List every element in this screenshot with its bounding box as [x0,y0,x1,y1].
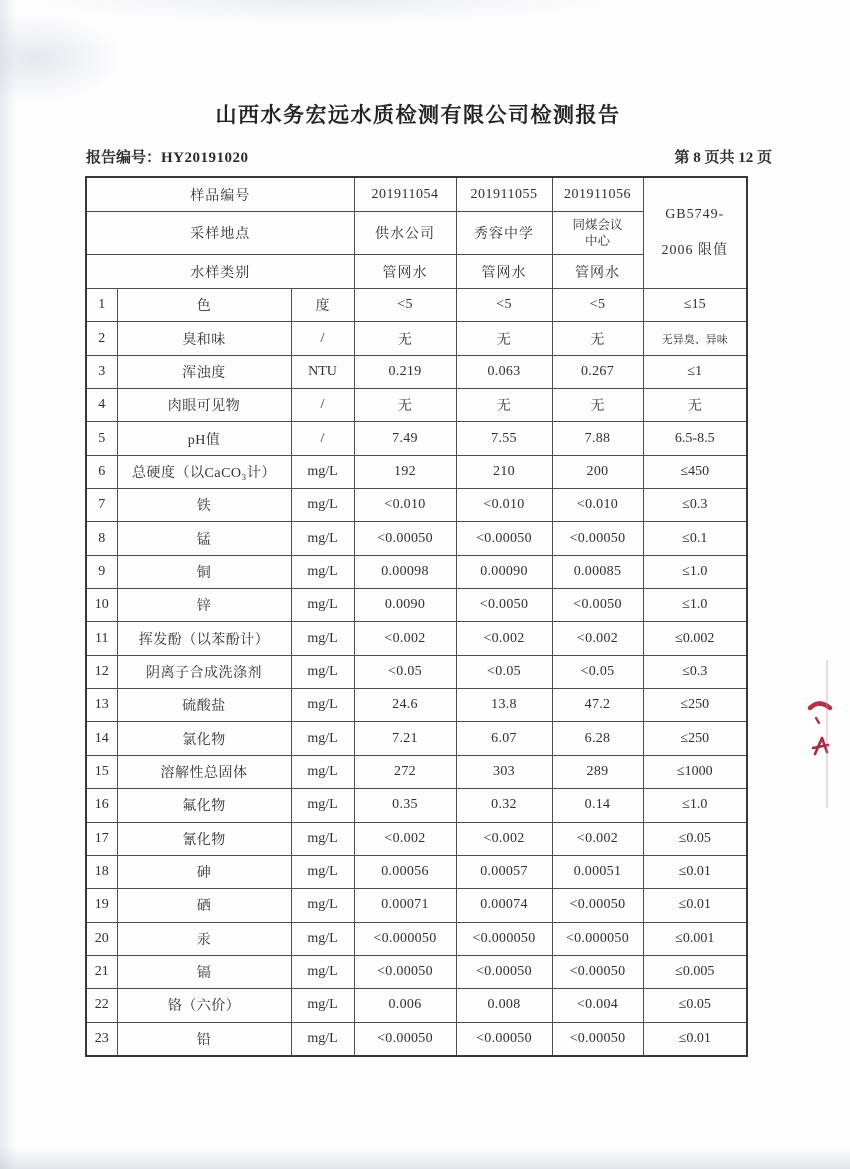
cell-limit: ≤450 [643,455,747,488]
cell-name: 硒 [117,889,291,922]
type-2: 管网水 [456,255,552,289]
gb-limit-header [643,177,747,289]
table-row [86,1022,747,1056]
cell-name: 锌 [117,589,291,622]
table-row [86,989,747,1022]
report-meta-row [86,146,772,167]
table-row [86,822,747,855]
cell-name: 氰化物 [117,822,291,855]
table-row [86,422,747,455]
cell-name: pH值 [117,422,291,455]
table-row [86,889,747,922]
cell-no: 2 [86,322,117,355]
cell-v3: <0.002 [552,622,643,655]
cell-v2: <0.00050 [456,522,552,555]
cell-unit: mg/L [291,622,354,655]
cell-no: 9 [86,555,117,588]
location-2: 秀容中学 [456,212,552,255]
cell-unit: mg/L [291,489,354,522]
cell-limit: ≤0.01 [643,855,747,888]
cell-limit: ≤250 [643,689,747,722]
faint-red-edge-line [826,660,828,808]
table-row [86,355,747,388]
cell-no: 18 [86,855,117,888]
cell-v2: <0.000050 [456,922,552,955]
sample-id-2: 201911055 [456,177,552,212]
cell-v1: <0.002 [354,822,456,855]
cell-v2: <0.00050 [456,1022,552,1056]
cell-no: 15 [86,755,117,788]
cell-v3: 0.267 [552,355,643,388]
table-row [86,489,747,522]
cell-v2: 210 [456,455,552,488]
cell-v1: 7.49 [354,422,456,455]
cell-unit: mg/L [291,555,354,588]
cell-limit: ≤0.1 [643,522,747,555]
report-number-value: HY20191020 [161,150,249,166]
cell-unit: mg/L [291,655,354,688]
page-indicator: 第 8 页共 12 页 [674,150,772,166]
cell-v2: 无 [456,389,552,422]
location-label: 采样地点 [86,212,354,255]
red-pen-marks [800,694,840,774]
sample-id-label: 样品编号 [86,177,354,212]
cell-name: 色 [117,289,291,322]
cell-v3: <0.002 [552,822,643,855]
cell-unit: mg/L [291,855,354,888]
cell-no: 13 [86,689,117,722]
cell-name: 氯化物 [117,722,291,755]
cell-no: 22 [86,989,117,1022]
cell-v3: <0.00050 [552,1022,643,1056]
cell-limit: ≤1.0 [643,789,747,822]
gb-limit-line2: 2006 限值 [661,243,728,258]
table-header [86,177,747,289]
cell-v3: <0.000050 [552,922,643,955]
cell-name: 溶解性总固体 [117,755,291,788]
table-row [86,322,747,355]
cell-no: 5 [86,422,117,455]
table-row [86,522,747,555]
cell-v1: <0.00050 [354,522,456,555]
cell-v2: <0.010 [456,489,552,522]
cell-limit: ≤0.05 [643,989,747,1022]
table-row [86,955,747,988]
cell-unit: mg/L [291,522,354,555]
cell-v2: 0.008 [456,989,552,1022]
table-row [86,922,747,955]
cell-v1: 0.00071 [354,889,456,922]
cell-v3: <0.05 [552,655,643,688]
cell-limit: ≤0.002 [643,622,747,655]
cell-name: 铅 [117,1022,291,1056]
type-1: 管网水 [354,255,456,289]
table-row [86,755,747,788]
cell-limit: ≤0.3 [643,655,747,688]
cell-name: 阴离子合成洗涤剂 [117,655,291,688]
cell-no: 7 [86,489,117,522]
report-number [86,146,249,167]
cell-no: 19 [86,889,117,922]
cell-v1: <0.000050 [354,922,456,955]
cell-v1: 0.35 [354,789,456,822]
cell-v2: <0.0050 [456,589,552,622]
cell-unit: mg/L [291,789,354,822]
cell-no: 23 [86,1022,117,1056]
cell-v2: 0.063 [456,355,552,388]
cell-limit: ≤0.005 [643,955,747,988]
cell-v2: 13.8 [456,689,552,722]
cell-v2: <0.002 [456,622,552,655]
cell-v3: <0.00050 [552,889,643,922]
cell-no: 8 [86,522,117,555]
cell-v2: <0.00050 [456,955,552,988]
cell-v1: 无 [354,322,456,355]
cell-v3: <0.004 [552,989,643,1022]
table-row [86,589,747,622]
cell-unit: / [291,422,354,455]
cell-no: 3 [86,355,117,388]
cell-no: 4 [86,389,117,422]
cell-name: 臭和味 [117,322,291,355]
cell-v2: <0.002 [456,822,552,855]
cell-limit: ≤1 [643,355,747,388]
cell-unit: NTU [291,355,354,388]
cell-limit: 无 [643,389,747,422]
cell-name: 浑浊度 [117,355,291,388]
cell-name: 砷 [117,855,291,888]
cell-v2: 303 [456,755,552,788]
cell-limit: 6.5-8.5 [643,422,747,455]
table-row [86,789,747,822]
cell-limit: ≤0.01 [643,1022,747,1056]
cell-v3: 0.00085 [552,555,643,588]
cell-unit: 度 [291,289,354,322]
type-label: 水样类别 [86,255,354,289]
cell-v2: 0.32 [456,789,552,822]
cell-v1: 272 [354,755,456,788]
cell-v3: 6.28 [552,722,643,755]
cell-v1: <0.05 [354,655,456,688]
cell-v2: 6.07 [456,722,552,755]
cell-no: 16 [86,789,117,822]
cell-v3: 0.14 [552,789,643,822]
cell-v3: 7.88 [552,422,643,455]
cell-limit: ≤1000 [643,755,747,788]
cell-v3: 无 [552,389,643,422]
cell-v1: 0.006 [354,989,456,1022]
cell-name: 汞 [117,922,291,955]
cell-name: 铜 [117,555,291,588]
cell-v3: <0.0050 [552,589,643,622]
cell-v1: <0.002 [354,622,456,655]
cell-limit: ≤0.01 [643,889,747,922]
header-row-sample-id [86,177,747,212]
table-row [86,855,747,888]
cell-v1: 24.6 [354,689,456,722]
table-row [86,389,747,422]
table-row [86,289,747,322]
cell-v1: 7.21 [354,722,456,755]
cell-unit: mg/L [291,455,354,488]
cell-v3: 无 [552,322,643,355]
cell-no: 14 [86,722,117,755]
cell-no: 12 [86,655,117,688]
cell-limit: ≤1.0 [643,589,747,622]
table-row [86,655,747,688]
cell-limit: ≤1.0 [643,555,747,588]
type-3: 管网水 [552,255,643,289]
cell-v1: <0.00050 [354,955,456,988]
cell-unit: mg/L [291,722,354,755]
cell-limit: ≤0.05 [643,822,747,855]
cell-v2: 0.00057 [456,855,552,888]
report-number-label: 报告编号： [86,150,162,166]
cell-unit: mg/L [291,1022,354,1056]
report-title: 山西水务宏远水质检测有限公司检测报告 [215,103,621,127]
table-row [86,689,747,722]
cell-unit: / [291,322,354,355]
cell-limit: ≤250 [643,722,747,755]
cell-unit: mg/L [291,989,354,1022]
cell-unit: / [291,389,354,422]
cell-unit: mg/L [291,755,354,788]
cell-v2: 无 [456,322,552,355]
table-row [86,622,747,655]
gb-limit-line1: GB5749- [665,207,725,222]
cell-unit: mg/L [291,589,354,622]
cell-unit: mg/L [291,889,354,922]
cell-unit: mg/L [291,922,354,955]
cell-v1: 0.0090 [354,589,456,622]
results-table-body [86,289,747,1056]
cell-v1: <0.00050 [354,1022,456,1056]
cell-no: 6 [86,455,117,488]
cell-v2: <5 [456,289,552,322]
table-row [86,455,747,488]
cell-limit: ≤0.001 [643,922,747,955]
cell-v3: 47.2 [552,689,643,722]
cell-v3: 289 [552,755,643,788]
cell-no: 20 [86,922,117,955]
cell-name: 铁 [117,489,291,522]
sample-id-3: 201911056 [552,177,643,212]
cell-name: 肉眼可见物 [117,389,291,422]
cell-v3: <0.010 [552,489,643,522]
table-row [86,555,747,588]
cell-v1: 192 [354,455,456,488]
cell-v1: 0.00098 [354,555,456,588]
cell-v1: <0.010 [354,489,456,522]
cell-name: 硫酸盐 [117,689,291,722]
cell-name: 氟化物 [117,789,291,822]
cell-v2: 0.00074 [456,889,552,922]
cell-limit: 无异臭、异味 [643,322,747,355]
cell-v3: 200 [552,455,643,488]
cell-v1: 0.219 [354,355,456,388]
cell-unit: mg/L [291,689,354,722]
cell-v1: 0.00056 [354,855,456,888]
cell-limit: ≤0.3 [643,489,747,522]
cell-no: 17 [86,822,117,855]
cell-v3: 0.00051 [552,855,643,888]
cell-v1: 无 [354,389,456,422]
cell-name: 镉 [117,955,291,988]
cell-name: 锰 [117,522,291,555]
cell-name: 挥发酚（以苯酚计） [117,622,291,655]
cell-v1: <5 [354,289,456,322]
sample-id-1: 201911054 [354,177,456,212]
cell-unit: mg/L [291,822,354,855]
cell-v3: <0.00050 [552,955,643,988]
cell-limit: ≤15 [643,289,747,322]
location-3: 同煤会议中心 [552,212,643,255]
cell-name: 铬（六价） [117,989,291,1022]
cell-no: 11 [86,622,117,655]
cell-v3: <0.00050 [552,522,643,555]
cell-no: 10 [86,589,117,622]
water-quality-table [85,176,748,1057]
cell-v2: <0.05 [456,655,552,688]
cell-v2: 7.55 [456,422,552,455]
location-1: 供水公司 [354,212,456,255]
cell-v3: <5 [552,289,643,322]
cell-no: 1 [86,289,117,322]
cell-name: 总硬度（以CaCO₃计） [117,455,291,488]
cell-v2: 0.00090 [456,555,552,588]
cell-unit: mg/L [291,955,354,988]
table-row [86,722,747,755]
cell-no: 21 [86,955,117,988]
